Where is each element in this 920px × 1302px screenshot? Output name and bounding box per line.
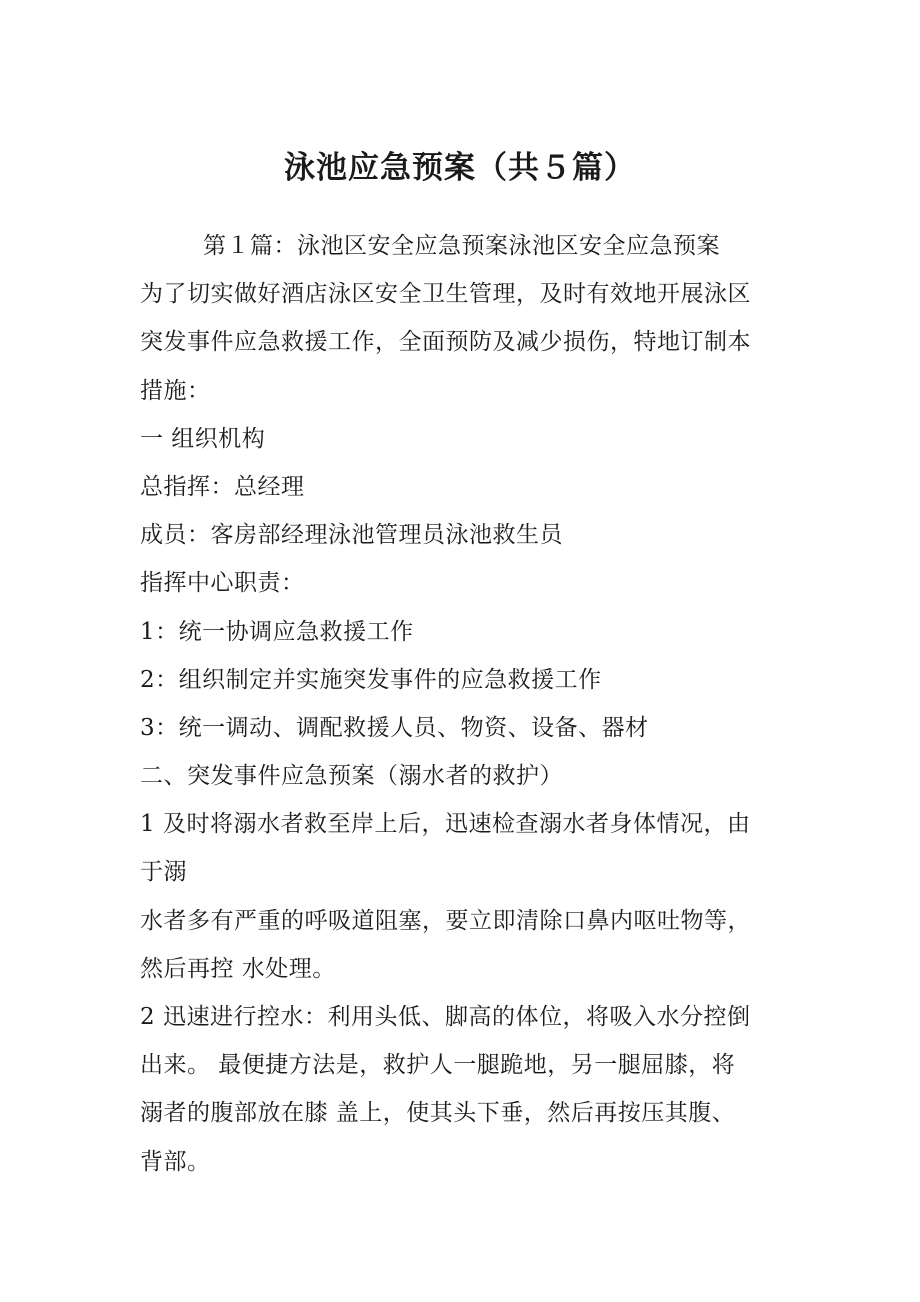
document-title: 泳池应急预案（共５篇） bbox=[284, 150, 636, 186]
paragraph-line: 指挥中心职责： bbox=[140, 570, 305, 597]
paragraph-line: 出来。 最便捷方法是，救护人一腿跪地，另一腿屈膝，将 bbox=[140, 1052, 736, 1079]
paragraph-line: 然后再控 水处理。 bbox=[140, 955, 336, 982]
paragraph-line: 措施： bbox=[140, 377, 211, 404]
list-item: 1：统一协调应急救援工作 bbox=[140, 618, 414, 645]
paragraph-line: 总指挥：总经理 bbox=[140, 473, 305, 500]
list-item: 3：统一调动、调配救援人员、物资、设备、器材 bbox=[140, 714, 649, 741]
paragraph-line: 水者多有严重的呼吸道阻塞，要立即清除口鼻内呕吐物等， bbox=[140, 907, 751, 934]
subheading-line: 一 组织机构 bbox=[140, 425, 266, 452]
paragraph-line: 成员：客房部经理泳池管理员泳池救生员 bbox=[140, 522, 563, 549]
paragraph-line: 背部。 bbox=[140, 1148, 211, 1175]
paragraph-line: 于溺 bbox=[140, 859, 187, 886]
section-heading: 第１篇：泳池区安全应急预案泳池区安全应急预案 bbox=[203, 233, 720, 259]
paragraph-line: 1 及时将溺水者救至岸上后，迅速检查溺水者身体情况，由 bbox=[140, 811, 751, 838]
paragraph-line: 2 迅速进行控水：利用头低、脚高的体位，将吸入水分控倒 bbox=[140, 1004, 751, 1030]
paragraph-line: 溺者的腹部放在膝 盖上，使其头下垂，然后再按压其腹、 bbox=[140, 1100, 736, 1127]
document-body bbox=[140, 222, 790, 1186]
subheading-line: 二、突发事件应急预案（溺水者的救护） bbox=[140, 763, 563, 790]
list-item: 2：组织制定并实施突发事件的应急救援工作 bbox=[140, 666, 602, 693]
paragraph-line: 为了切实做好酒店泳区安全卫生管理，及时有效地开展泳区 bbox=[140, 281, 751, 308]
paragraph-line: 突发事件应急救援工作，全面预防及减少损伤，特地订制本 bbox=[140, 329, 751, 356]
